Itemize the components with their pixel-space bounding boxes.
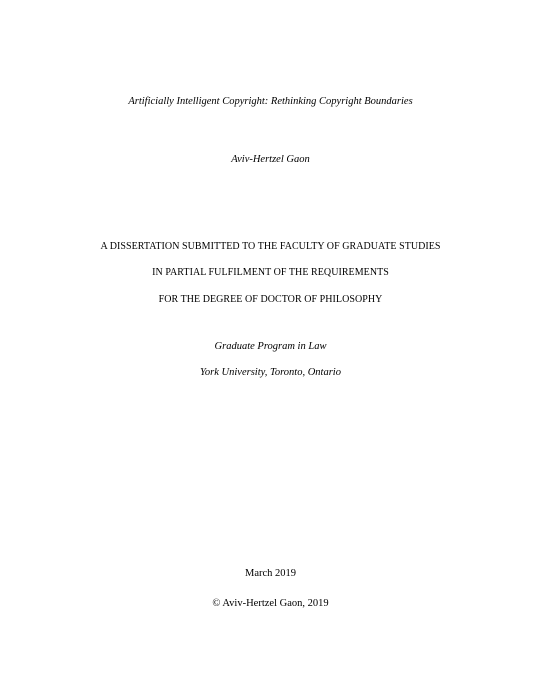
submission-date: March 2019 <box>244 568 297 579</box>
statement-line-3: FOR THE DEGREE OF DOCTOR OF PHILOSOPHY <box>158 294 383 305</box>
university-location: York University, Toronto, Ontario <box>200 367 341 378</box>
dissertation-title: Artificially Intelligent Copyright: Rethinking Copyright Boundaries <box>128 96 413 107</box>
statement-line-2: IN PARTIAL FULFILMENT OF THE REQUIREMENTS <box>152 267 389 278</box>
author-name: Aviv-Hertzel Gaon <box>231 154 310 165</box>
statement-line-1: A DISSERTATION SUBMITTED TO THE FACULTY OF GRADUATE STUDIES <box>100 241 441 252</box>
copyright-notice: © Aviv-Hertzel Gaon, 2019 <box>212 598 329 609</box>
graduate-program: Graduate Program in Law <box>214 341 327 352</box>
